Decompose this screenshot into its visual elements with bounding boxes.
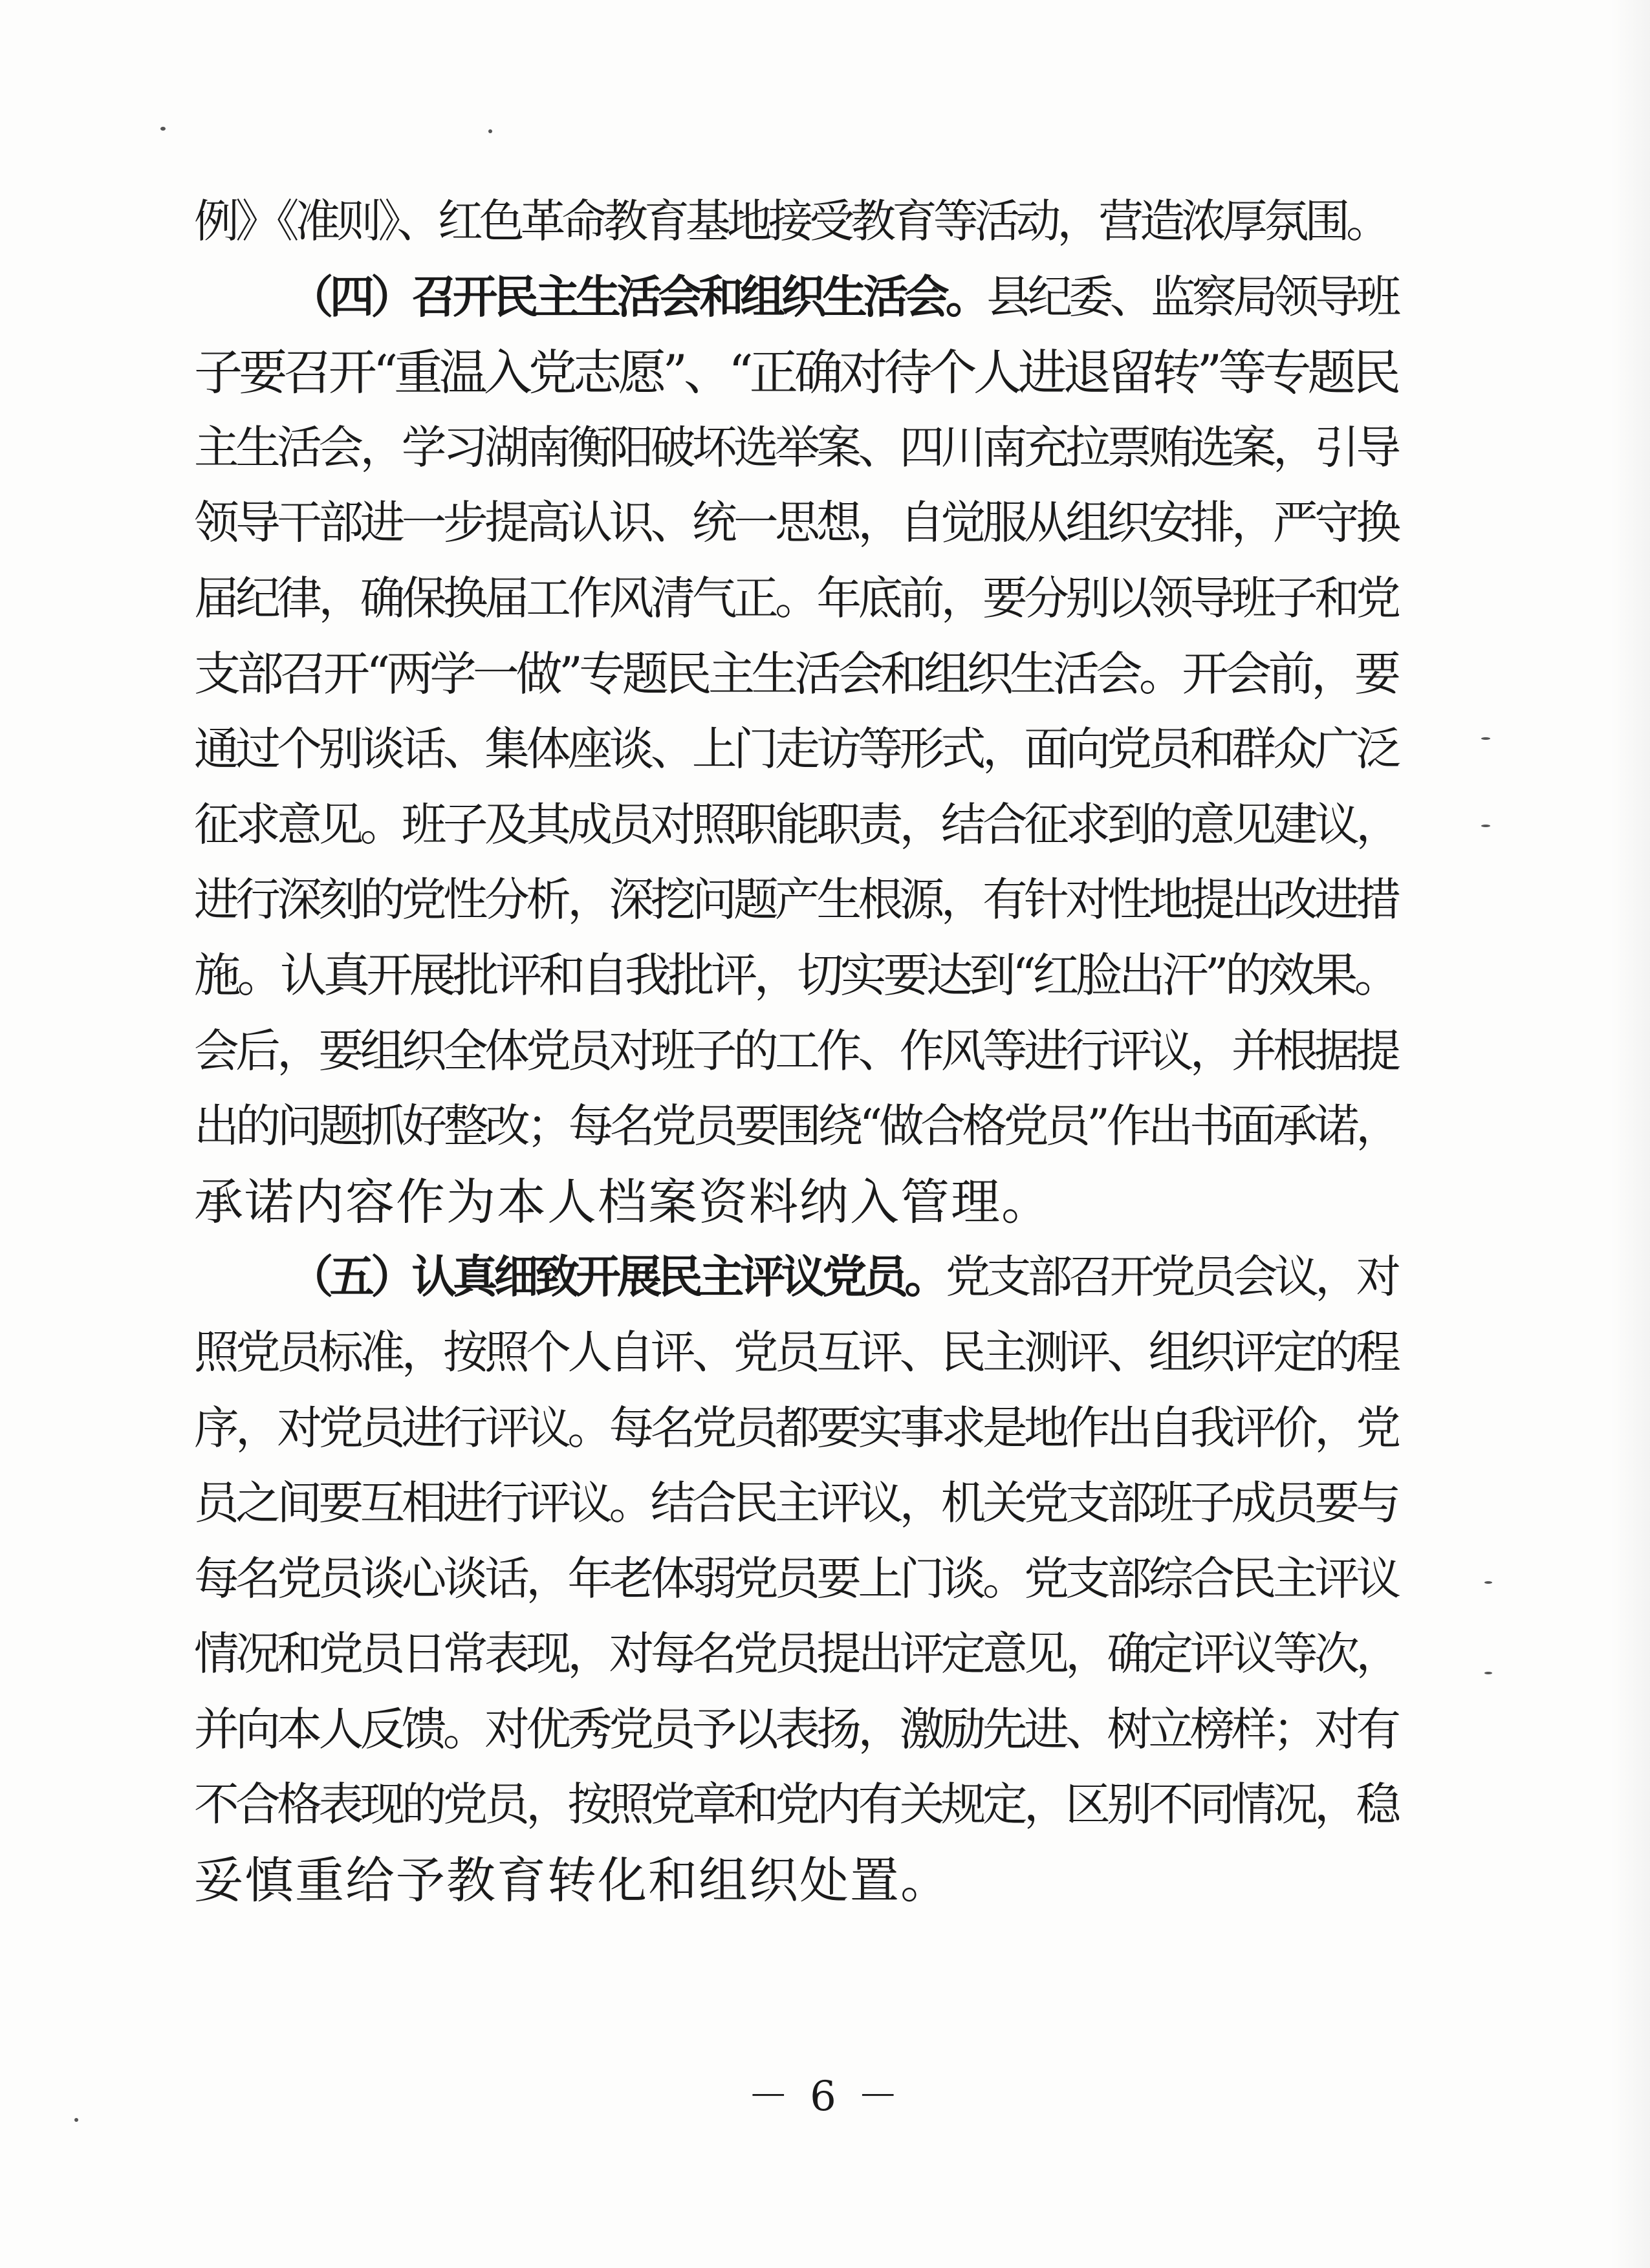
scan-speck [488, 129, 492, 133]
text-line [194, 1014, 1397, 1090]
line-text: 员之间要互相进行评议。结合民主评议，机关党支部班子成员要与 [194, 1477, 1397, 1530]
text-line [194, 486, 1397, 561]
line-text: 县纪委、监察局领导班 [986, 271, 1398, 323]
text-line [194, 863, 1397, 938]
line-text: 施。认真开展批评和自我批评，切实要达到“红脸出汗”的效果。 [194, 948, 1397, 1003]
text-line [194, 1165, 1397, 1240]
text-line [194, 712, 1397, 788]
line-text: 通过个别谈话、集体座谈、上门走访等形式，面向党员和群众广泛 [194, 723, 1397, 776]
page-number: － 6 － [747, 2073, 903, 2121]
line-text: 征求意见。班子及其成员对照职能职责，结合征求到的意见建议， [194, 798, 1397, 851]
line-text: 例》《准则》、红色革命教育基地接受教育等活动，营造浓厚氛围。 [194, 195, 1388, 248]
line-text: 子要召开“重温入党志愿”、“正确对待个人进退留转”等专题民 [194, 344, 1397, 402]
text-line [194, 1692, 1397, 1768]
scan-speck [1484, 1581, 1492, 1584]
line-text: 主生活会，学习湖南衡阳破坏选举案、四川南充拉票贿选案，引导 [194, 421, 1397, 474]
text-line [194, 1617, 1397, 1692]
section-heading: （四）召开民主生活会和组织生活会。 [288, 270, 987, 323]
section-heading: （五）认真细致开展民主评议党员。 [288, 1251, 946, 1304]
text-line [194, 184, 1397, 260]
text-line [194, 335, 1397, 411]
text-line [194, 788, 1397, 863]
text-line [194, 1767, 1397, 1843]
line-text: 承诺内容作为本人档案资料纳入管理。 [194, 1172, 1052, 1231]
text-line [194, 561, 1397, 637]
text-line [194, 1240, 1397, 1315]
scan-speck [1484, 1672, 1492, 1674]
text-line [194, 1843, 1397, 1919]
text-line [194, 1391, 1397, 1467]
scan-speck [1481, 737, 1490, 740]
line-text: 会后，要组织全体党员对班子的工作、作风等进行评议，并根据提 [194, 1024, 1397, 1077]
scan-speck [160, 127, 166, 131]
line-text: 每名党员谈心谈话，年老体弱党员要上门谈。党支部综合民主评议 [194, 1552, 1397, 1605]
line-text: 并向本人反馈。对优秀党员予以表扬，激励先进、树立榜样；对有 [194, 1703, 1397, 1756]
line-text: 支部召开“两学一做”专题民主生活会和组织生活会。开会前，要 [194, 647, 1397, 702]
scan-speck [1481, 825, 1490, 827]
line-text: 领导干部进一步提高认识、统一思想，自觉服从组织安排，严守换 [194, 497, 1397, 550]
text-line [194, 1089, 1397, 1165]
text-line [194, 1466, 1397, 1542]
line-text: 照党员标准，按照个人自评、党员互评、民主测评、组织评定的程 [194, 1326, 1397, 1379]
text-line [194, 1315, 1397, 1391]
line-text: 进行深刻的党性分析，深挖问题产生根源，有针对性地提出改进措 [194, 874, 1397, 927]
line-text: 届纪律，确保换届工作风清气正。年底前，要分别以领导班子和党 [194, 572, 1397, 625]
line-text: 出的问题抓好整改；每名党员要围绕“做合格党员”作出书面承诺， [194, 1100, 1397, 1153]
text-line [194, 411, 1397, 486]
line-text: 党支部召开党员会议，对 [945, 1251, 1398, 1304]
text-line [194, 637, 1397, 713]
line-text: 情况和党员日常表现，对每名党员提出评定意见，确定评议等次， [194, 1628, 1397, 1681]
scan-edge-shadow [1611, 0, 1650, 2268]
line-text: 不合格表现的党员，按照党章和党内有关规定，区别不同情况，稳 [194, 1778, 1397, 1831]
text-line [194, 260, 1397, 336]
line-text: 妥慎重给予教育转化和组织处置。 [194, 1852, 951, 1910]
line-text: 序，对党员进行评议。每名党员都要实事求是地作出自我评价，党 [194, 1401, 1397, 1454]
text-line [194, 938, 1397, 1014]
text-line [194, 1542, 1397, 1617]
document-body [194, 184, 1397, 1919]
